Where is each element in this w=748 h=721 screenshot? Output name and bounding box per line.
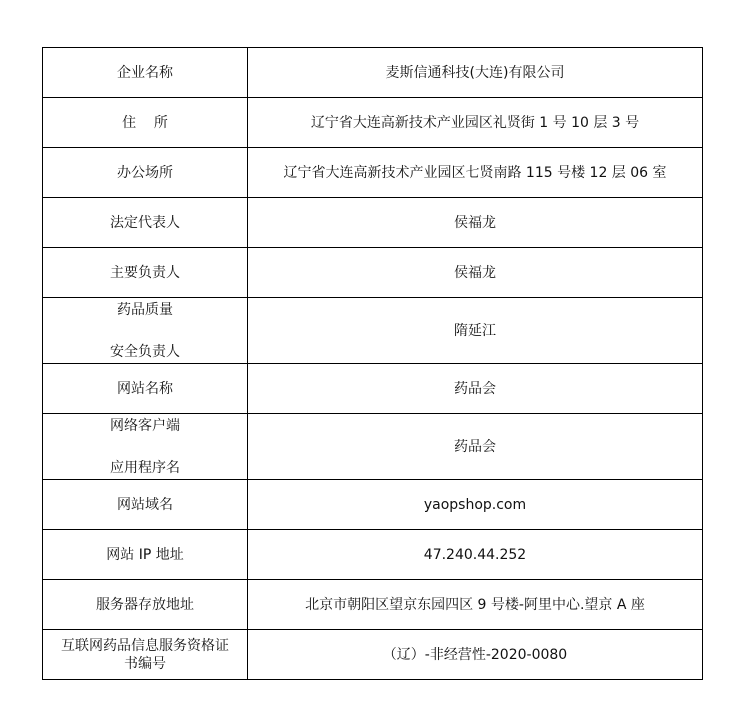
row-label-site-name: 网站名称 <box>43 364 248 414</box>
label-line-1: 网络客户端 <box>110 417 180 434</box>
row-value-drug-safety: 隋延江 <box>248 298 703 364</box>
table-row <box>43 248 703 298</box>
table-row <box>43 530 703 580</box>
row-label-office: 办公场所 <box>43 148 248 198</box>
label-line-1: 药品质量 <box>117 301 173 318</box>
table-row <box>43 414 703 480</box>
table-row <box>43 148 703 198</box>
table-row <box>43 364 703 414</box>
row-value-address: 辽宁省大连高新技术产业园区礼贤街 1 号 10 层 3 号 <box>248 98 703 148</box>
row-value-ip: 47.240.44.252 <box>248 530 703 580</box>
table-row <box>43 198 703 248</box>
company-info-table <box>42 47 703 680</box>
row-value-company-name: 麦斯信通科技(大连)有限公司 <box>248 48 703 98</box>
row-label-company-name: 企业名称 <box>43 48 248 98</box>
row-label-principal: 主要负责人 <box>43 248 248 298</box>
row-label-drug-safety <box>43 298 248 364</box>
row-label-app-name <box>43 414 248 480</box>
row-value-legal-rep: 侯福龙 <box>248 198 703 248</box>
row-label-server-address: 服务器存放地址 <box>43 580 248 630</box>
row-label-address: 住 所 <box>43 98 248 148</box>
row-value-domain: yaopshop.com <box>248 480 703 530</box>
label-line-2: 安全负责人 <box>110 343 180 360</box>
table-row <box>43 98 703 148</box>
row-value-site-name: 药品会 <box>248 364 703 414</box>
label-line-1: 互联网药品信息服务资格证 <box>61 637 229 654</box>
table-row <box>43 630 703 680</box>
row-label-ip: 网站 IP 地址 <box>43 530 248 580</box>
table-row <box>43 480 703 530</box>
row-value-office: 辽宁省大连高新技术产业园区七贤南路 115 号楼 12 层 06 室 <box>248 148 703 198</box>
row-label-legal-rep: 法定代表人 <box>43 198 248 248</box>
row-value-certificate: （辽）-非经营性-2020-0080 <box>248 630 703 680</box>
row-label-domain: 网站域名 <box>43 480 248 530</box>
table-row <box>43 580 703 630</box>
row-label-certificate <box>43 630 248 680</box>
table-row <box>43 298 703 364</box>
label-line-2: 书编号 <box>124 655 166 672</box>
label-line-2: 应用程序名 <box>110 459 180 476</box>
row-value-app-name: 药品会 <box>248 414 703 480</box>
row-value-server-address: 北京市朝阳区望京东园四区 9 号楼-阿里中心.望京 A 座 <box>248 580 703 630</box>
row-value-principal: 侯福龙 <box>248 248 703 298</box>
table-row <box>43 48 703 98</box>
